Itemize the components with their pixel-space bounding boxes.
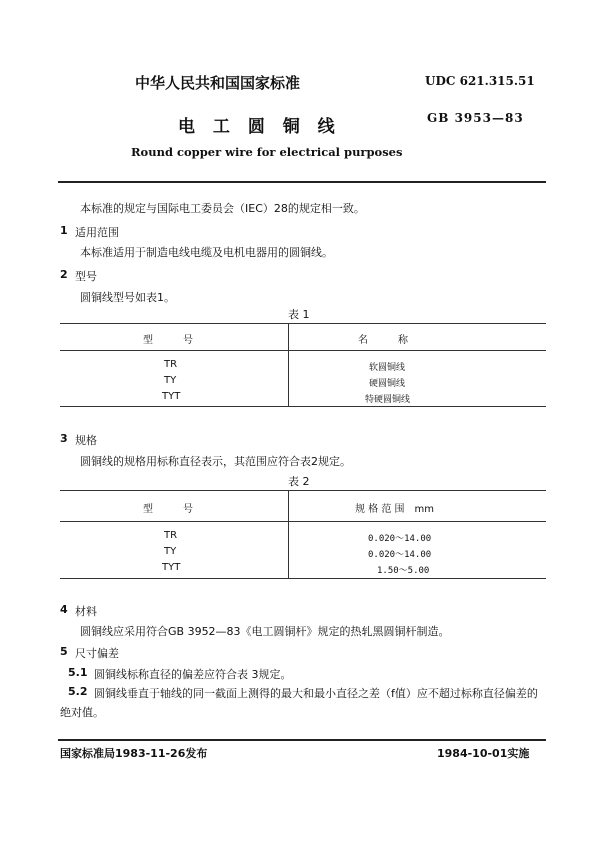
table-2-header-model: 型 号 xyxy=(143,504,193,515)
clause-5-2-text: 圆铜线垂直于轴线的同一截面上测得的最大和最小直径之差（f值）应不超过标称直径偏差的 xyxy=(94,687,538,700)
table-2-row-1-range: 0.020～14.00 xyxy=(368,534,432,544)
section-3-text: 圆铜线的规格用标称直径表示，其范围应符合表2规定。 xyxy=(80,455,351,468)
table-2-row-1-model: TR xyxy=(164,530,178,541)
footer-divider xyxy=(58,739,546,741)
clause-5-2-number: 5.2 xyxy=(68,685,88,698)
section-5-number: 5 xyxy=(60,645,68,658)
table-2-header-range: 规 格 范 围 mm xyxy=(355,504,435,515)
table-2-top-rule xyxy=(60,490,546,491)
table-1-row-2-model: TY xyxy=(164,375,177,386)
table-2-row-2-range: 0.020～14.00 xyxy=(368,550,432,560)
section-4-title: 材料 xyxy=(75,605,97,618)
table-1-row-3-name: 特硬圆铜线 xyxy=(365,395,411,405)
table-2-bottom-rule xyxy=(60,578,546,579)
english-title: Round copper wire for electrical purposes xyxy=(131,145,403,159)
section-3-number: 3 xyxy=(60,432,68,445)
table-2-caption: 表 2 xyxy=(288,475,310,488)
table-2-row-3-range: 1.50～5.00 xyxy=(377,566,430,576)
table-1-caption: 表 1 xyxy=(288,308,310,321)
clause-5-2-continued: 绝对值。 xyxy=(60,706,104,719)
table-1-header-model: 型 号 xyxy=(143,335,193,346)
issued-date: 国家标准局1983-11-26发布 xyxy=(60,747,208,760)
table-1-top-rule xyxy=(60,323,546,324)
header-divider xyxy=(58,181,546,183)
table-1-header-rule xyxy=(60,350,546,351)
section-2-text: 圆铜线型号如表1。 xyxy=(80,291,175,304)
intro-text: 本标准的规定与国际电工委员会（IEC）28的规定相一致。 xyxy=(80,202,365,215)
section-2-number: 2 xyxy=(60,268,68,281)
section-1-title: 适用范围 xyxy=(75,226,119,239)
udc-number: UDC 621.315.51 xyxy=(425,74,535,88)
standard-number: GB 3953—83 xyxy=(427,111,524,125)
clause-5-1-number: 5.1 xyxy=(68,666,88,679)
table-1-column-divider xyxy=(288,323,289,406)
clause-5-1-text: 圆铜线标称直径的偏差应符合表 3规定。 xyxy=(94,668,292,681)
section-1-text: 本标准适用于制造电线电缆及电机电器用的圆铜线。 xyxy=(80,246,333,259)
section-2-title: 型号 xyxy=(75,270,97,283)
table-2-row-2-model: TY xyxy=(164,546,177,557)
document-title: 电 工 圆 铜 线 xyxy=(178,117,341,137)
table-2-row-3-model: TYT xyxy=(162,562,181,573)
table-1-row-1-model: TR xyxy=(164,359,178,370)
table-1-row-3-model: TYT xyxy=(162,391,181,402)
table-1-bottom-rule xyxy=(60,406,546,407)
table-1-header-name: 名 称 xyxy=(358,335,408,346)
table-2-column-divider xyxy=(288,490,289,578)
section-1-number: 1 xyxy=(60,224,68,237)
table-1-row-2-name: 硬圆铜线 xyxy=(369,379,406,389)
section-5-title: 尺寸偏差 xyxy=(75,647,119,660)
section-4-number: 4 xyxy=(60,603,68,616)
effective-date: 1984-10-01实施 xyxy=(437,747,530,760)
table-1-row-1-name: 软圆铜线 xyxy=(369,363,406,373)
section-3-title: 规格 xyxy=(75,434,97,447)
issuing-org: 中华人民共和国国家标准 xyxy=(135,74,301,92)
section-4-text: 圆铜线应采用符合GB 3952—83《电工圆铜杆》规定的热轧黑圆铜杆制造。 xyxy=(80,625,450,638)
table-2-header-rule xyxy=(60,521,546,522)
